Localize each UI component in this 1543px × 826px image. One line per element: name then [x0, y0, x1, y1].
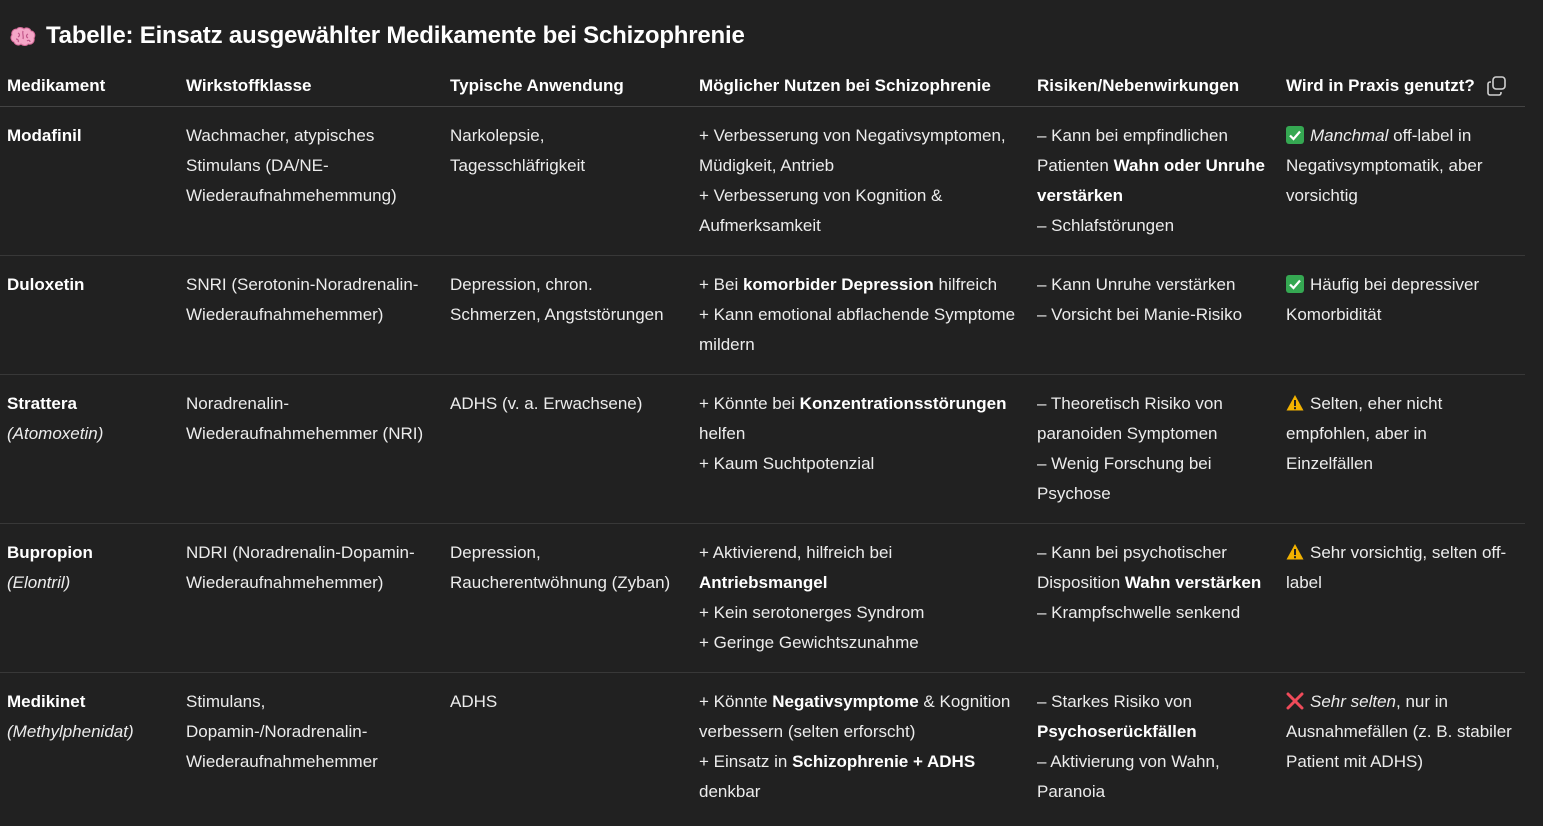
cross-icon	[1286, 690, 1304, 708]
table-row	[0, 375, 1525, 524]
warning-icon	[1286, 541, 1304, 559]
nutzen-line	[699, 270, 1022, 300]
risiken-bold: Psychoserückfällen	[1037, 722, 1197, 741]
praxis-text: , nur in Ausnahmefällen (z. B. stabiler Patient mit ADHS)	[1286, 692, 1512, 771]
nutzen-bold: Schizophrenie + ADHS	[792, 752, 976, 771]
cell-klasse: NDRI (Noradrenalin-Dopamin-Wiederaufnahmehemmer)	[179, 524, 443, 673]
brain-icon	[10, 26, 36, 46]
title-text: Tabelle: Einsatz ausgewählter Medikamente bei Schizophrenie	[46, 22, 745, 49]
cell-medikament	[0, 673, 179, 822]
cell-risiken	[1030, 673, 1279, 822]
nutzen-bold: komorbider Depression	[742, 275, 934, 294]
column-header-praxis	[1279, 66, 1525, 107]
cell-medikament	[0, 107, 179, 256]
nutzen-line: + Verbesserung von Kognition & Aufmerksamkeit	[699, 186, 943, 235]
cell-praxis	[1279, 107, 1525, 256]
column-header: Medikament	[0, 66, 179, 107]
nutzen-line: + Verbesserung von Negativsymptomen, Müdigkeit, Antrieb	[699, 126, 1006, 175]
risiken-line: – Vorsicht bei Manie-Risiko	[1037, 305, 1243, 324]
praxis-emphasis: Sehr selten	[1310, 692, 1396, 711]
table-header-row	[0, 66, 1525, 107]
risiken-line	[1037, 538, 1271, 598]
nutzen-line	[699, 538, 1022, 598]
cell-anwendung: Depression, chron. Schmerzen, Angststörungen	[443, 256, 692, 375]
risiken-text: – Kann bei psychotischer Disposition	[1037, 543, 1227, 592]
cell-klasse: Stimulans, Dopamin-/Noradrenalin-Wiederaufnahmehemmer	[186, 692, 378, 771]
medication-table	[0, 66, 1525, 821]
risiken-line: – Aktivierung von Wahn, Paranoia	[1037, 752, 1220, 801]
table-row	[0, 107, 1525, 256]
risiken-bold: Wahn oder Unruhe verstärken	[1037, 156, 1265, 205]
cell-praxis	[1279, 524, 1525, 673]
cell-medikament	[0, 524, 179, 673]
risiken-line	[1037, 121, 1271, 211]
cell-risiken	[1030, 524, 1279, 673]
cell-klasse: Noradrenalin-Wiederaufnahmehemmer (NRI)	[179, 375, 443, 524]
medication-name: Bupropion	[7, 543, 93, 562]
cell-anwendung: ADHS (v. a. Erwachsene)	[443, 375, 692, 524]
medication-substance: (Methylphenidat)	[7, 722, 134, 741]
nutzen-bold: Negativsymptome	[772, 692, 919, 711]
nutzen-text: denkbar	[699, 782, 761, 801]
nutzen-line	[699, 687, 1022, 747]
cell-praxis	[1279, 375, 1525, 524]
nutzen-text: & Kognition verbessern (selten erforscht)	[699, 692, 1011, 741]
nutzen-text: helfen	[699, 424, 746, 443]
praxis-text: off-label in Negativsymptomatik, aber vorsichtig	[1286, 126, 1483, 205]
medication-name: Strattera	[7, 394, 77, 413]
cell-risiken	[1030, 375, 1279, 524]
warning-icon	[1286, 392, 1304, 410]
column-header: Risiken/Nebenwirkungen	[1030, 66, 1279, 107]
nutzen-line: + Kann emotional abflachende Symptome mildern	[699, 305, 1016, 354]
column-header-label: Wird in Praxis genutzt?	[1286, 76, 1475, 95]
cell-nutzen	[692, 256, 1030, 375]
cell-risiken	[1030, 107, 1279, 256]
column-header: Typische Anwendung	[443, 66, 692, 107]
cell-medikament	[0, 256, 179, 375]
nutzen-text: + Bei	[699, 275, 743, 294]
cell-medikament	[0, 375, 179, 524]
nutzen-text: hilfreich	[933, 275, 998, 294]
column-header: Möglicher Nutzen bei Schizophrenie	[692, 66, 1030, 107]
cell-nutzen	[692, 107, 1030, 256]
risiken-line	[1037, 687, 1271, 747]
cell-praxis	[1279, 673, 1525, 822]
medication-substance: (Elontril)	[7, 573, 71, 592]
nutzen-text: + Einsatz in	[699, 752, 793, 771]
risiken-line: – Kann Unruhe verstärken	[1037, 275, 1236, 294]
page-title	[10, 22, 745, 50]
check-icon	[1286, 273, 1304, 291]
cell-nutzen	[692, 524, 1030, 673]
praxis-emphasis: Manchmal	[1310, 126, 1389, 145]
nutzen-bold: Antriebsmangel	[699, 573, 828, 592]
risiken-line: – Wenig Forschung bei Psychose	[1037, 454, 1212, 503]
risiken-text: – Starkes Risiko von	[1037, 692, 1192, 711]
nutzen-line: + Geringe Gewichtszunahme	[699, 633, 919, 652]
nutzen-text: + Könnte	[699, 692, 773, 711]
medication-name: Medikinet	[7, 692, 86, 711]
table-row	[0, 524, 1525, 673]
risiken-text: – Kann bei empfindlichen Patienten	[1037, 126, 1228, 175]
risiken-line: – Theoretisch Risiko von paranoiden Symptomen	[1037, 394, 1223, 443]
cell-klasse: Wachmacher, atypisches Stimulans (DA/NE-Wiederaufnahmehemmung)	[179, 107, 443, 256]
table-row	[0, 256, 1525, 375]
risiken-line: – Schlafstörungen	[1037, 216, 1175, 235]
cell-anwendung: ADHS	[450, 692, 498, 711]
column-header: Wirkstoffklasse	[179, 66, 443, 107]
medication-substance: (Atomoxetin)	[7, 424, 104, 443]
risiken-bold: Wahn verstärken	[1124, 573, 1262, 592]
praxis-text: Sehr vorsichtig, selten off-label	[1286, 543, 1507, 592]
table-row	[0, 673, 1525, 822]
cell-klasse: SNRI (Serotonin-Noradrenalin-Wiederaufnahmehemmer)	[179, 256, 443, 375]
copy-icon[interactable]	[1485, 74, 1509, 98]
praxis-text: Selten, eher nicht empfohlen, aber in Einzelfällen	[1286, 394, 1443, 473]
check-icon	[1286, 124, 1304, 142]
cell-praxis	[1279, 256, 1525, 375]
nutzen-text: + Könnte bei	[699, 394, 800, 413]
nutzen-line	[699, 747, 1022, 807]
cell-anwendung: Depression, Raucherentwöhnung (Zyban)	[443, 524, 692, 673]
cell-risiken	[1030, 256, 1279, 375]
nutzen-line	[699, 389, 1022, 449]
nutzen-bold: Konzentrationsstörungen	[799, 394, 1007, 413]
medication-name: Modafinil	[7, 126, 82, 145]
praxis-text: Häufig bei depressiver Komorbidität	[1286, 275, 1480, 324]
cell-nutzen	[692, 375, 1030, 524]
nutzen-text: + Aktivierend, hilfreich bei	[699, 543, 893, 562]
risiken-line: – Krampfschwelle senkend	[1037, 603, 1241, 622]
nutzen-line: + Kein serotonerges Syndrom	[699, 603, 925, 622]
cell-anwendung: Narkolepsie, Tagesschläfrigkeit	[443, 107, 692, 256]
cell-nutzen	[692, 673, 1030, 822]
nutzen-line: + Kaum Suchtpotenzial	[699, 454, 875, 473]
medication-name: Duloxetin	[7, 275, 85, 294]
